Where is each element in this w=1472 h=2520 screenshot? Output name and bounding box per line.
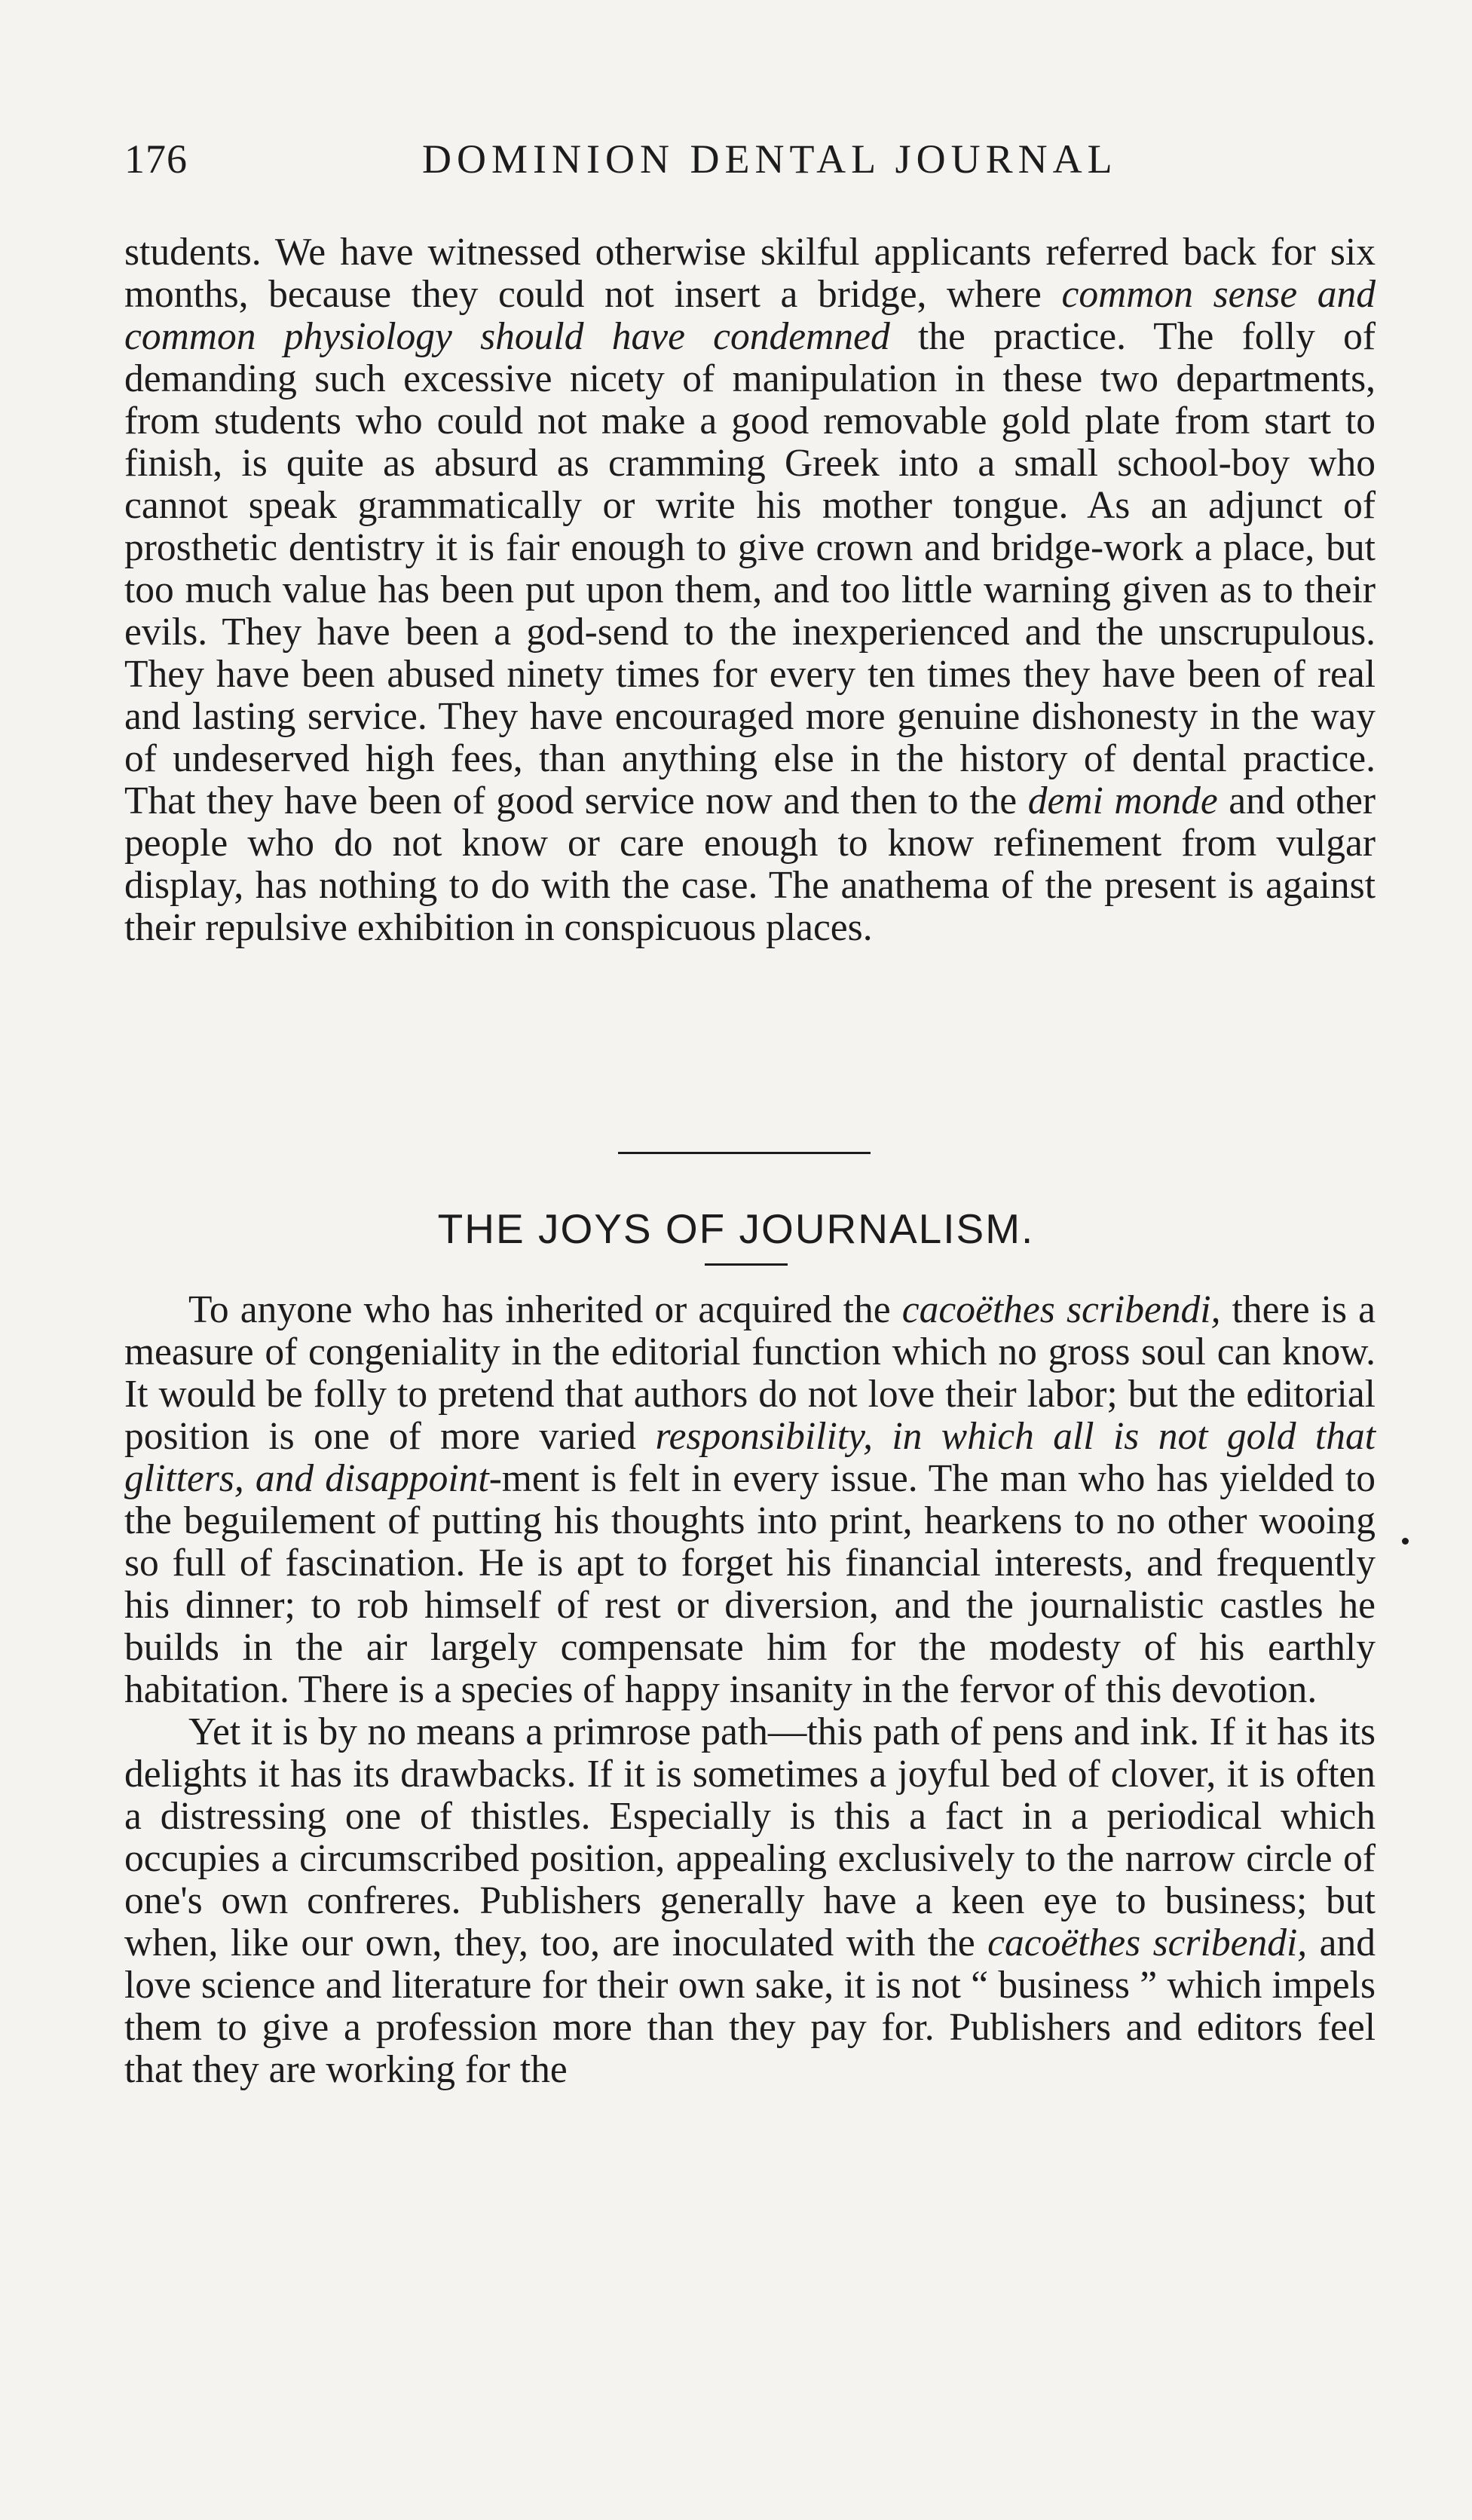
- carryover-paragraph: [124, 231, 1376, 949]
- section-divider: [618, 1152, 871, 1154]
- page-number: 176: [124, 136, 188, 182]
- article-heading: THE JOYS OF JOURNALISM.: [437, 1205, 1035, 1252]
- article-body: [124, 1289, 1376, 2091]
- journal-title: DOMINION DENTAL JOURNAL: [422, 136, 1118, 182]
- carryover-text: students. We have witnessed otherwise skilful applicants referred back for six months, because they could not insert a bridge, where common sense and common physiology should have condemned the practice. The folly of demanding such excessive nicety of manipulation in these two departments, from students who could not make a good removable gold plate from start to finish, is quite as absurd as cramming Greek into a small school-boy who cannot speak grammatically or write his mother tongue. As an adjunct of prosthetic dentistry it is fair enough to give crown and bridge-work a place, but too much value has been put upon them, and too little warning given as to their evils. They have been a god-send to the inexperienced and the unscrupulous. They have been abused ninety times for every ten times they have been of real and lasting service. They have encouraged more genuine dishonesty in the way of undeserved high fees, than anything else in the history of dental practice. That they have been of good service now and then to the demi monde and other people who do not know or care enough to know refinement from vulgar display, has nothing to do with the case. The anathema of the present is against their repulsive exhibition in conspicuous places.: [124, 231, 1376, 949]
- heading-underline: [705, 1263, 788, 1266]
- margin-dot: [1402, 1538, 1409, 1545]
- running-head: [124, 136, 1376, 188]
- article-paragraph-1: To anyone who has inherited or acquired the cacoëthes scribendi, there is a measure of congeniality in the editorial function which no gross soul can know. It would be folly to pretend that authors do not love their labor; but the editorial position is one of more varied responsibility, in which all is not gold that glitters, and disappoint-ment is felt in every issue. The man who has yielded to the beguilement of putting his thoughts into print, hearkens to no other wooing so full of fascination. He is apt to forget his financial interests, and frequently his dinner; to rob himself of rest or diversion, and the journalistic castles he builds in the air largely compensate him for the modesty of his earthly habitation. There is a species of happy insanity in the fervor of this devotion.: [124, 1288, 1376, 1711]
- article-paragraph-2: Yet it is by no means a primrose path—this path of pens and ink. If it has its delights it has its drawbacks. If it is sometimes a joyful bed of clover, it is often a distressing one of thistles. Especially is this a fact in a periodical which occupies a circumscribed position, appealing exclusively to the narrow circle of one's own confreres. Publishers generally have a keen eye to business; but when, like our own, they, too, are inoculated with the cacoëthes scribendi, and love science and literature for their own sake, it is not “ business ” which impels them to give a profession more than they pay for. Publishers and editors feel that they are working for the: [124, 1710, 1376, 2091]
